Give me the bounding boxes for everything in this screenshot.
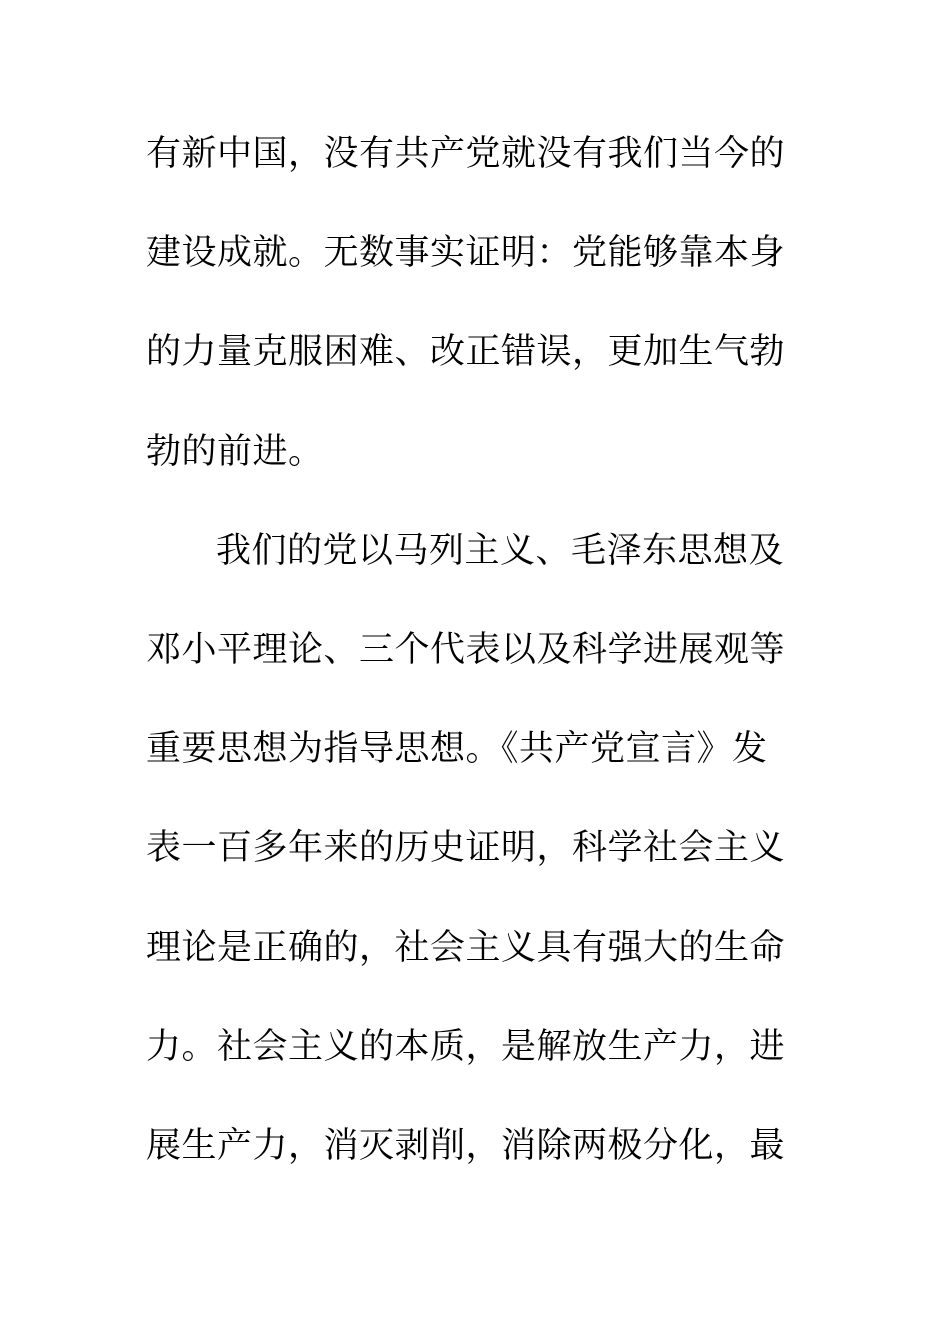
- text-line: 邓小平理论、三个代表以及科学进展观等: [146, 629, 786, 670]
- text-line: 有新中国，没有共产党就没有我们当今的: [146, 134, 786, 174]
- text-line: 的力量克服困难、改正错误，更加生气勃: [146, 332, 786, 373]
- paragraph-start-line: 我们的党以马列主义、毛泽东思想及: [216, 530, 785, 571]
- text-line: 理论是正确的，社会主义具有强大的生命: [146, 927, 786, 968]
- text-line: 勃的前进。: [146, 431, 324, 472]
- text-line: 建设成就。无数事实证明：党能够靠本身: [146, 233, 786, 274]
- text-line: 展生产力，消灭剥削，消除两极分化，最: [146, 1125, 786, 1166]
- text-line: 表一百多年来的历史证明，科学社会主义: [146, 828, 786, 869]
- text-line: 重要思想为指导思想。《共产党宣言》发: [146, 729, 768, 770]
- body-text: [146, 122, 786, 1213]
- text-line: 力。社会主义的本质，是解放生产力，进: [146, 1026, 786, 1067]
